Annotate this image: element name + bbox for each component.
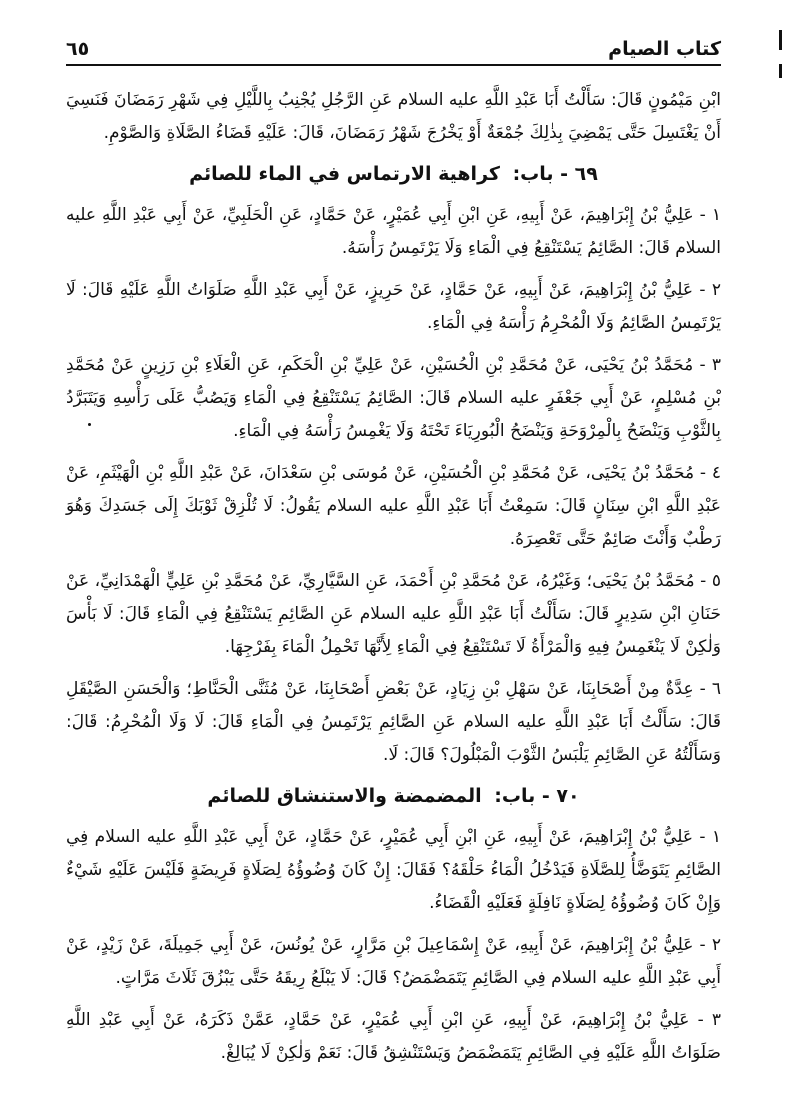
hadith-69-1: ١ - عَلِيُّ بْنُ إِبْرَاهِيمَ، عَنْ أَبِيهِ، عَنِ ابْنِ أَبِي عُمَيْرٍ، عَنْ حَمَّادٍ، عَنِ الْحَلَبِيِّ، عَنْ أَبِي عَبْدِ اللَّهِ عليه السلام قَالَ: الصَّائِمُ يَسْتَنْقِعُ فِي الْمَاءِ وَلَا يَرْتَمِسُ رَأْسَهُ. [66, 205, 721, 258]
page-edge-mark [779, 64, 782, 78]
page-header [66, 30, 721, 66]
chapter-heading-70 [66, 781, 721, 811]
hadith-69-3: ٣ - مُحَمَّدُ بْنُ يَحْيَى، عَنْ مُحَمَّدِ بْنِ الْحُسَيْنِ، عَنْ عَلِيِّ بْنِ الْحَكَمِ، عَنِ الْعَلَاءِ بْنِ رَزِينٍ عَنْ مُحَمَّدِ بْنِ مُسْلِمٍ، عَنْ أَبِي جَعْفَرٍ عليه السلام قَالَ: الصَّائِمُ يَسْتَنْقِعُ فِي الْمَاءِ وَيَصُبُّ عَلَى رَأْسِهِ وَيَتَبَرَّدُ بِالثَّوْبِ وَيَنْضَحُ بِالْمِرْوَحَةِ وَيَنْضَحُ الْبُورِيَاءَ تَحْتَهُ وَلَا يَغْمِسُ رَأْسَهُ فِي الْمَاءِ. [66, 355, 721, 441]
hadith-69-5: ٥ - مُحَمَّدُ بْنُ يَحْيَى؛ وَغَيْرُهُ، عَنْ مُحَمَّدِ بْنِ أَحْمَدَ، عَنِ السَّيَّارِيِّ، عَنْ مُحَمَّدِ بْنِ عَلِيٍّ الْهَمْدَانِيِّ، عَنْ حَنَانِ ابْنِ سَدِيرٍ قَالَ: سَأَلْتُ أَبَا عَبْدِ اللَّهِ عليه السلام عَنِ الصَّائِمِ يَسْتَنْقِعُ فِي الْمَاءِ قَالَ: لَا بَأْسَ وَلٰكِنْ لَا يَنْغَمِسُ فِيهِ وَالْمَرْأَةُ لَا تَسْتَنْقِعُ فِي الْمَاءِ لِأَنَّهَا تَحْمِلُ الْمَاءَ بِفَرْجِهَا. [66, 571, 721, 657]
hadith-69-4: ٤ - مُحَمَّدُ بْنُ يَحْيَى، عَنْ مُحَمَّدِ بْنِ الْحُسَيْنِ، عَنْ مُوسَى بْنِ سَعْدَانَ، عَنْ عَبْدِ اللَّهِ بْنِ الْهَيْثَمِ، عَنْ عَبْدِ اللَّهِ ابْنِ سِنَانٍ قَالَ: سَمِعْتُ أَبَا عَبْدِ اللَّهِ عليه السلام يَقُولُ: لَا تُلْزِقْ ثَوْبَكَ إِلَى جَسَدِكَ وَهُوَ رَطْبٌ وَأَنْتَ صَائِمٌ حَتَّى تَعْصِرَهُ. [66, 463, 721, 549]
intro-paragraph: ابْنِ مَيْمُونٍ قَالَ: سَأَلْتُ أَبَا عَبْدِ اللَّهِ عليه السلام عَنِ الرَّجُلِ يُجْنِبُ بِاللَّيْلِ فِي شَهْرِ رَمَضَانَ فَنَسِيَ أَنْ يَغْتَسِلَ حَتَّى يَمْضِيَ بِذٰلِكَ جُمْعَةٌ أَوْ يَخْرُجَ شَهْرُ رَمَضَانَ، قَالَ: عَلَيْهِ قَضَاءُ الصَّلَاةِ وَالصَّوْمِ. [66, 90, 721, 143]
stray-dot-mark [88, 423, 91, 426]
hadith-70-3: ٣ - عَلِيُّ بْنُ إِبْرَاهِيمَ، عَنْ أَبِيهِ، عَنِ ابْنِ أَبِي عُمَيْرٍ، عَنْ حَمَّادٍ، عَمَّنْ ذَكَرَهُ، عَنْ أَبِي عَبْدِ اللَّهِ صَلَوَاتُ اللَّهِ عَلَيْهِ فِي الصَّائِمِ يَتَمَضْمَضُ وَيَسْتَنْشِقُ قَالَ: نَعَمْ وَلٰكِنْ لَا يُبَالِغْ. [66, 1010, 721, 1063]
chapter-number: ٦٩ - باب: [512, 163, 598, 185]
hadith-69-6: ٦ - عِدَّةٌ مِنْ أَصْحَابِنَا، عَنْ سَهْلِ بْنِ زِيَادٍ، عَنْ بَعْضِ أَصْحَابِنَا، عَنْ مُثَنَّى الْحَنَّاطِ؛ وَالْحَسَنِ الصَّيْقَلِ قَالَ: سَأَلْتُ أَبَا عَبْدِ اللَّهِ عليه السلام عَنِ الصَّائِمِ يَرْتَمِسُ فِي الْمَاءِ قَالَ: لَا وَلَا الْمُحْرِمُ: قَالَ: وَسَأَلْتُهُ عَنِ الصَّائِمِ يَلْبَسُ الثَّوْبَ الْمَبْلُولَ؟ قَالَ: لَا. [66, 679, 721, 765]
page-number: ٦٥ [66, 38, 90, 60]
running-title: كتاب الصيام [608, 38, 721, 60]
page-edge-mark [779, 30, 782, 50]
hadith-70-2: ٢ - عَلِيُّ بْنُ إِبْرَاهِيمَ، عَنْ أَبِيهِ، عَنْ إِسْمَاعِيلَ بْنِ مَرَّارٍ، عَنْ يُونُسَ، عَنْ أَبِي جَمِيلَةَ، عَنْ زَيْدٍ، عَنْ أَبِي عَبْدِ اللَّهِ عليه السلام فِي الصَّائِمِ يَتَمَضْمَضُ؟ قَالَ: لَا يَبْلَعُ رِيقَهُ حَتَّى يَبْزُقَ ثَلَاثَ مَرَّاتٍ. [66, 935, 721, 988]
hadith-69-2: ٢ - عَلِيُّ بْنُ إِبْرَاهِيمَ، عَنْ أَبِيهِ، عَنْ حَمَّادٍ، عَنْ حَرِيزٍ، عَنْ أَبِي عَبْدِ اللَّهِ صَلَوَاتُ اللَّهِ عَلَيْهِ قَالَ: لَا يَرْتَمِسُ الصَّائِمُ وَلَا الْمُحْرِمُ رَأْسَهُ فِي الْمَاءِ. [66, 280, 721, 333]
chapter-heading-69 [66, 159, 721, 189]
chapter-number: ٧٠ - باب: [494, 785, 580, 807]
page-content [66, 84, 721, 1079]
hadith-70-1: ١ - عَلِيُّ بْنُ إِبْرَاهِيمَ، عَنْ أَبِيهِ، عَنِ ابْنِ أَبِي عُمَيْرٍ، عَنْ حَمَّادٍ، عَنْ أَبِي عَبْدِ اللَّهِ عليه السلام فِي الصَّائِمِ يَتَوَضَّأُ لِلصَّلَاةِ فَيَدْخُلُ الْمَاءُ حَلْقَهُ؟ فَقَالَ: إِنْ كَانَ وُضُوؤُهُ لِصَلَاةٍ فَرِيضَةٍ فَلَيْسَ عَلَيْهِ شَيْءٌ وَإِنْ كَانَ وُضُوؤُهُ لِصَلَاةٍ نَافِلَةٍ فَعَلَيْهِ الْقَضَاءُ. [66, 827, 721, 913]
chapter-title: المضمضة والاستنشاق للصائم [207, 785, 482, 807]
chapter-title: كراهية الارتماس في الماء للصائم [189, 163, 500, 185]
